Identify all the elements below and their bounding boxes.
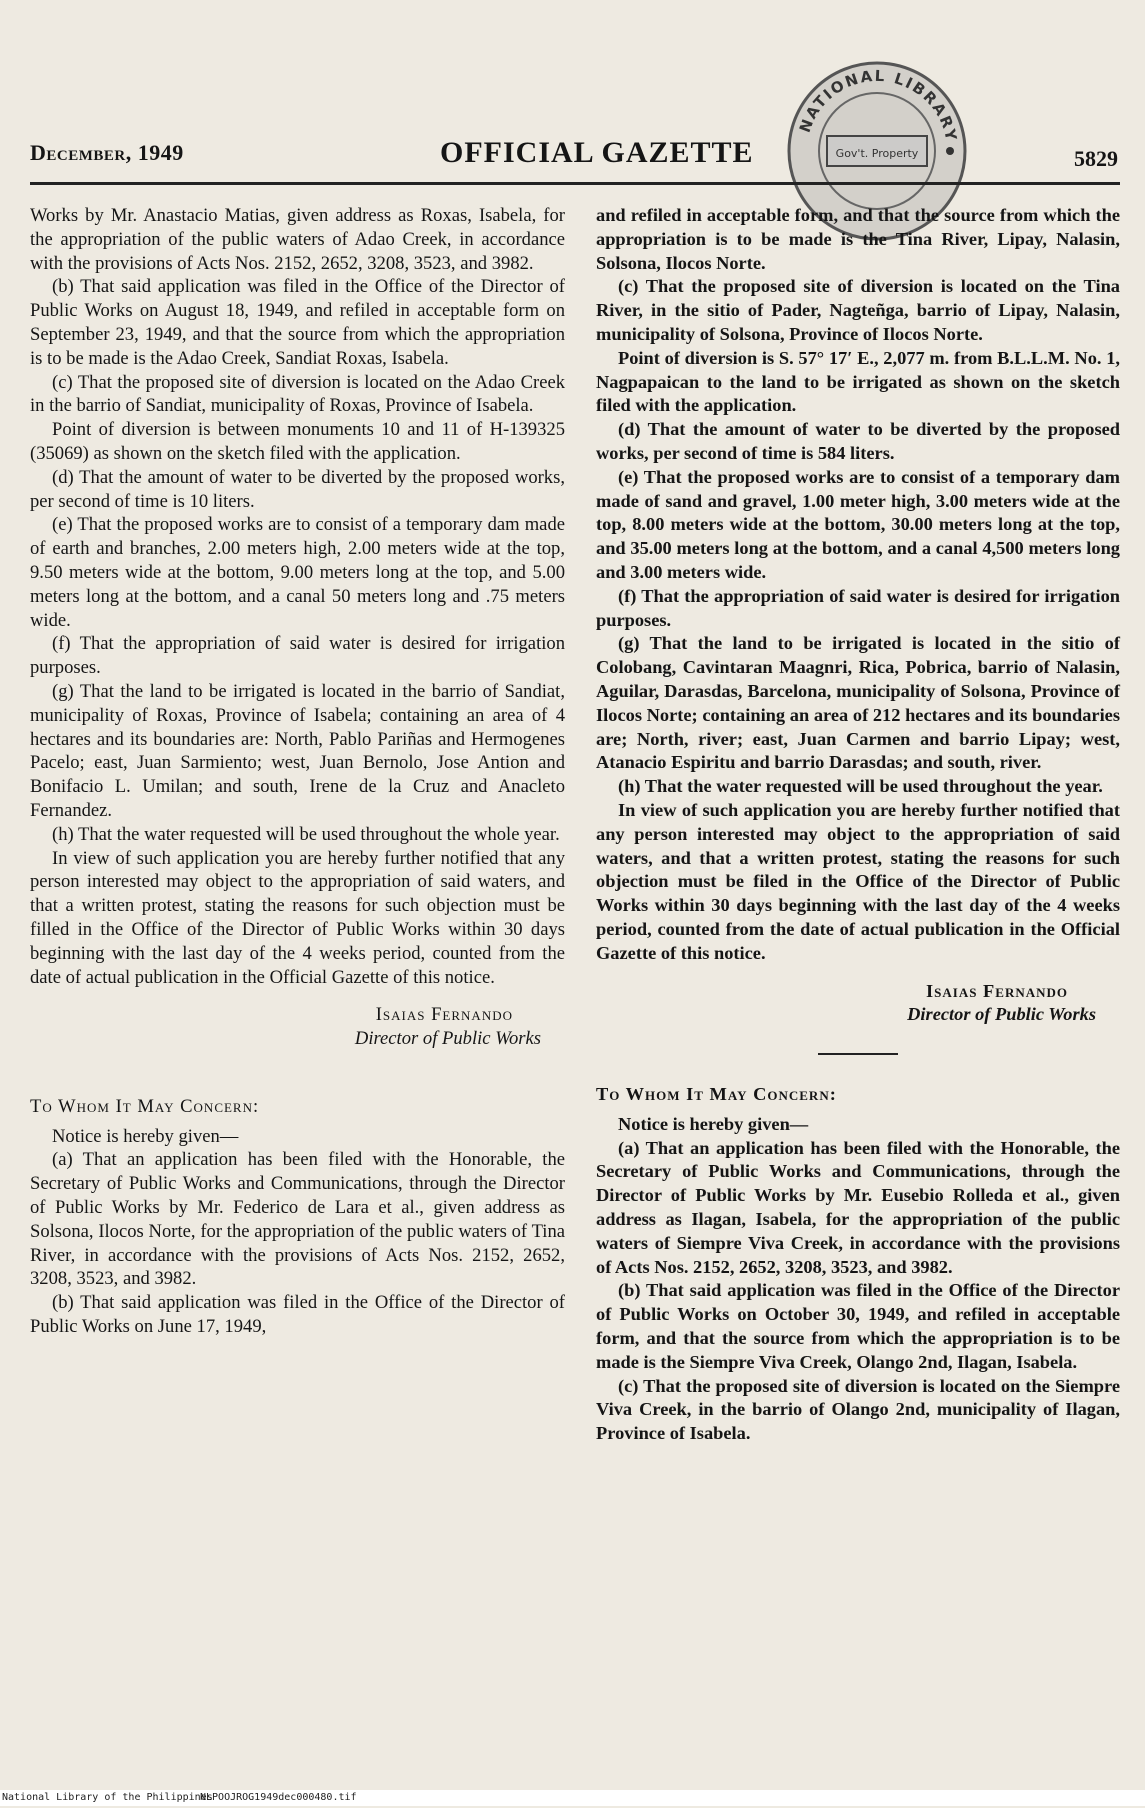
right-paragraph: (f) That the appropriation of said water is desired for irrigation purposes. xyxy=(596,585,1120,630)
right-column xyxy=(596,204,1120,1446)
right-paragraph: (d) That the amount of water to be diverted by the proposed works, per second of time is 584 liters. xyxy=(596,419,1120,463)
left-paragraph: In view of such application you are hereby further notified that any person interested may object to the appropriation of said waters, and that a written protest, stating the reasons for such objection must be filled in the Office of the Director of Public Works within 30 days beginning with the last day of the 4 weeks period, counted from the date of actual publication in the Official Gazette of this notice. xyxy=(30,847,565,988)
right-paragraph: Notice is hereby given— xyxy=(618,1113,809,1134)
concern-heading: To Whom It May Concern: xyxy=(596,1084,837,1105)
left-paragraph: Point of diversion is between monuments 10 and 11 of H-139325 (35069) as shown on the sketch filed with the application. xyxy=(30,419,565,464)
left-paragraph: (f) That the appropriation of said water is desired for irrigation purposes. xyxy=(30,633,565,679)
left-paragraph: (d) That the amount of water to be diverted by the proposed works, per second of time is 10 liters. xyxy=(30,466,565,512)
left-paragraph: Notice is hereby given— xyxy=(52,1125,239,1147)
right-paragraph: (g) That the land to be irrigated is located in the sitio of Colobang, Cavintaran Maagnri, Rica, Pobrica, barrio of Nalasin, Aguilar, Darasdas, Barcelona, municipality of Solsona, Province of Ilocos Norte; containing an area of 212 hectares and its boundaries are; North, river; east, Juan Carmen and barrio Lipay; west, Atanacio Espiritu and barrio Darasdas; and south, river. xyxy=(596,633,1120,773)
right-paragraph: (h) That the water requested will be used throughout the year. xyxy=(618,776,1103,797)
right-paragraph: In view of such application you are hereby further notified that any person interested may object to the appropriation of said waters, and that a written protest, stating the reasons for such objection must be filed in the Office of the Director of Public Works within 30 days beginning with the last day of the 4 weeks period, counted from the date of actual publication in the Official Gazette of this notice. xyxy=(596,799,1120,963)
signature-title: Director of Public Works xyxy=(907,1004,1096,1025)
stamp-center-text: Gov't. Property xyxy=(835,147,919,160)
right-paragraph: and refiled in acceptable form, and that the source from which the appropriation is to be made is the Tina River, Lipay, Nalasin, Solsona, Ilocos Norte. xyxy=(596,205,1120,273)
right-paragraph: (e) That the proposed works are to consist of a temporary dam made of sand and gravel, 1.00 meter high, 3.00 meters wide at the top, 8.00 meters wide at the bottom, 30.00 meters long at the top, and 35.00 meters long at the bottom, and a canal 4,500 meters long and 3.00 meters wide. xyxy=(596,466,1120,582)
signature-name: Isaias Fernando xyxy=(925,980,1068,1001)
footer-source: National Library of the Philippines xyxy=(2,1792,213,1803)
right-paragraph: (c) That the proposed site of diversion is located on the Tina River, in the sitio of Pader, Nagteñga, barrio of Lipay, Nalasin, municipality of Solsona, Province of Ilocos Norte. xyxy=(596,276,1120,344)
left-paragraph: (c) That the proposed site of diversion is located on the Adao Creek in the barrio of Sandiat, municipality of Roxas, Province of Isabela. xyxy=(30,371,565,417)
header-date: December, 1949 xyxy=(30,140,184,165)
signature-title: Director of Public Works xyxy=(354,1028,541,1050)
left-signature xyxy=(30,1003,565,1051)
scan-footer xyxy=(0,1790,1145,1806)
left-column xyxy=(30,204,565,1339)
left-paragraph: (b) That said application was filed in the Office of the Director of Public Works on June 17, 1949, xyxy=(30,1292,565,1338)
left-paragraph: (a) That an application has been filed with the Honorable, the Secretary of Public Works and Communications, through the Director of Public Works by Mr. Federico de Lara et al., given address as Solsona, Ilocos Norte, for the appropriation of the public waters of Tina River, in accordance with the provisions of Acts Nos. 2152, 2652, 3208, 3523, and 3982. xyxy=(30,1149,565,1290)
right-paragraph: (c) That the proposed site of diversion is located on the Siempre Viva Creek, in the barrio of Olango 2nd, municipality of Ilagan, Province of Isabela. xyxy=(596,1375,1120,1444)
left-paragraph: (g) That the land to be irrigated is located in the barrio of Sandiat, municipality of Roxas, Province of Isabela; containing an area of 4 hectares and its boundaries are: North, Pablo Pariñas and Hermogenes Pacelo; east, Juan Sarmiento; west, Juan Bernolo, Jose Antion and Bonifacio L. Umilan; and south, Irene de la Cruz and Anacleto Fernandez. xyxy=(30,680,565,821)
header-page-number: 5829 xyxy=(1074,146,1118,171)
section-divider xyxy=(818,1053,898,1055)
signature-name: Isaias Fernando xyxy=(375,1004,513,1026)
footer-file: NLPOOJROG1949dec000480.tif xyxy=(200,1792,357,1803)
right-paragraph: (b) That said application was filed in the Office of the Director of Public Works on October 30, 1949, and refiled in acceptable form, and that the source from which the appropriation is to be made is the Siempre Viva Creek, Olango 2nd, Ilagan, Isabela. xyxy=(596,1280,1120,1372)
stamp-ring-text: NATIONAL LIBRARY xyxy=(795,66,961,144)
left-paragraph: Works by Mr. Anastacio Matias, given address as Roxas, Isabela, for the appropriation of the public waters of Adao Creek, in accordance with the provisions of Acts Nos. 2152, 2652, 3208, 3523, and 3982. xyxy=(30,205,565,274)
left-paragraph: (h) That the water requested will be used throughout the whole year. xyxy=(52,823,560,845)
right-paragraph: Point of diversion is S. 57° 17′ E., 2,077 m. from B.L.L.M. No. 1, Nagpapaican to the land to be irrigated as shown on the sketch filed with the application. xyxy=(596,347,1120,416)
left-paragraph: (e) That the proposed works are to consist of a temporary dam made of earth and branches, 2.00 meters high, 2.00 meters wide at the top, 9.50 meters wide at the bottom, 9.00 meters long at the top, and 5.00 meters long at the bottom, and a canal 50 meters long and .75 meters wide. xyxy=(30,514,565,631)
header-rule xyxy=(30,182,1120,185)
right-paragraph: (a) That an application has been filed with the Honorable, the Secretary of Public Works and Communications, through the Director of Public Works by Mr. Eusebio Rolleda et al., given address as Ilagan, Isabela, for the appropriation of the public waters of Siempre Viva Creek, in accordance with the provisions of Acts Nos. 2152, 2652, 3208, 3523, and 3982. xyxy=(596,1137,1120,1277)
left-paragraph: (b) That said application was filed in the Office of the Director of Public Works on August 18, 1949, and refiled in acceptable form on September 23, 1949, and that the source from which the appropriation is to be made is the Adao Creek, Sandiat Roxas, Isabela. xyxy=(30,276,565,369)
right-signature xyxy=(596,980,1120,1028)
concern-heading: To Whom It May Concern: xyxy=(30,1095,260,1117)
header-title: OFFICIAL GAZETTE xyxy=(440,136,754,169)
